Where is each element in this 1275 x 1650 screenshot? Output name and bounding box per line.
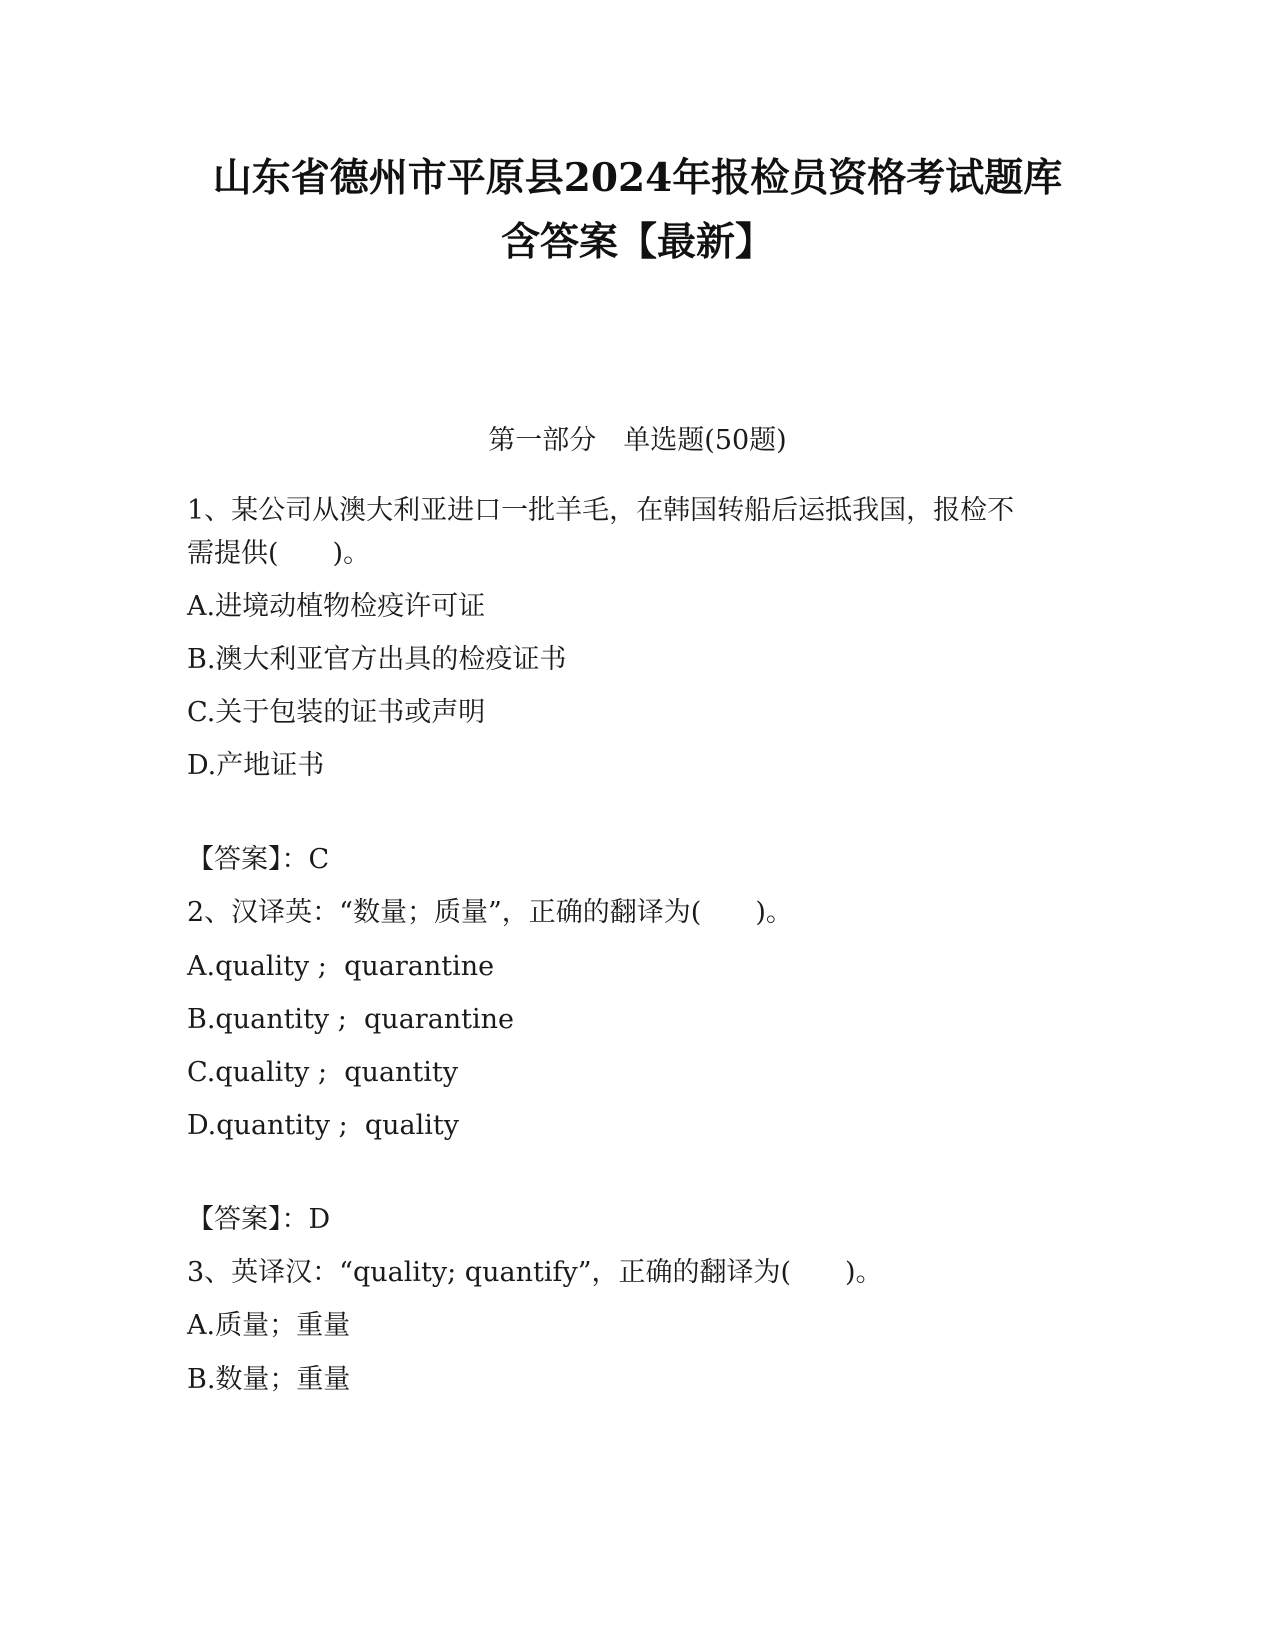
question-3-option-b: B.数量；重量 <box>187 1364 351 1395</box>
question-3-option-a: A.质量；重量 <box>187 1310 351 1341</box>
section-heading: 第一部分 单选题(50题) <box>488 425 787 456</box>
question-1-option-d: D.产地证书 <box>187 750 325 781</box>
document-title-line-2: 含答案【最新】 <box>500 219 774 265</box>
question-1-option-c: C.关于包装的证书或声明 <box>187 697 486 728</box>
question-1-option-a: A.进境动植物检疫许可证 <box>187 591 486 622</box>
question-2-answer: 【答案】：D <box>187 1204 331 1235</box>
question-2-option-c: C.quality ; quantity <box>187 1057 459 1088</box>
question-2-option-b: B.quantity ; quarantine <box>187 1004 515 1035</box>
document-title-line-1: 山东省德州市平原县2024年报检员资格考试题库 <box>212 155 1063 201</box>
question-3-stem: 3、英译汉：“quality; quantify”，正确的翻译为( )。 <box>187 1257 883 1288</box>
question-1-stem-line-1: 1、某公司从澳大利亚进口一批羊毛，在韩国转船后运抵我国，报检不 <box>187 495 1015 526</box>
question-1-stem-line-2: 需提供( )。 <box>187 538 371 569</box>
question-1-answer: 【答案】：C <box>187 844 330 875</box>
question-2-stem: 2、汉译英：“数量；质量”，正确的翻译为( )。 <box>187 897 793 928</box>
question-2-option-a: A.quality ; quarantine <box>187 951 495 982</box>
question-2-option-d: D.quantity ; quality <box>187 1110 460 1141</box>
question-1-option-b: B.澳大利亚官方出具的检疫证书 <box>187 644 567 675</box>
